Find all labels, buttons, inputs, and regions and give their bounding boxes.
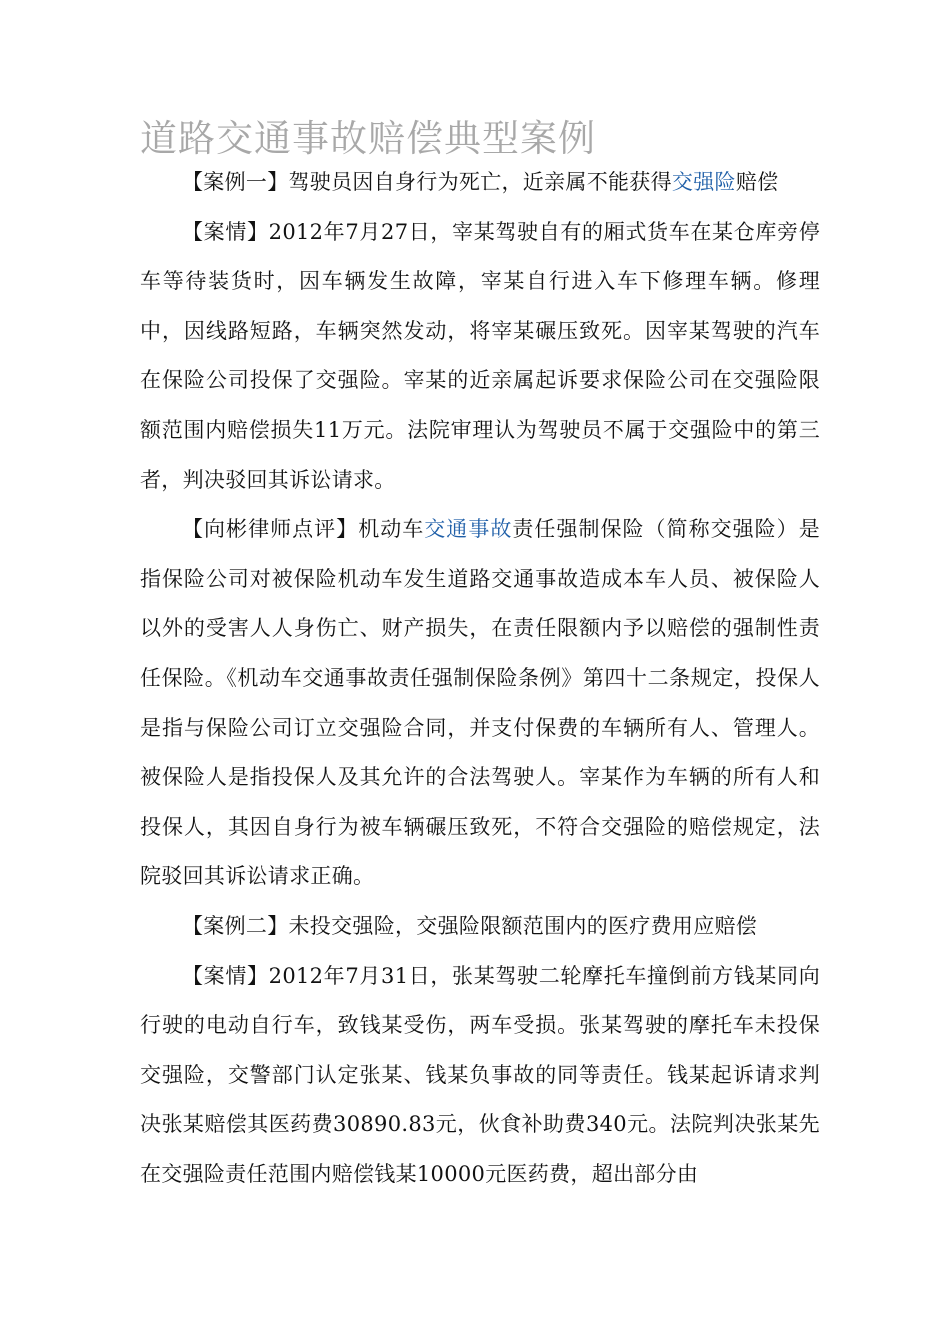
case1-comment — [140, 505, 820, 902]
case1-heading-label: 【案例一】 — [182, 170, 289, 194]
case2-heading — [140, 902, 820, 952]
case1-facts-text: 2012年7月27日，宰某驾驶自有的厢式货车在某仓库旁停车等待装货时，因车辆发生故障，宰某自行进入车下修理车辆。修理中，因线路短路，车辆突然发动，将宰某碾压致死。因宰某驾驶的汽车在保险公司投保了交强险。宰某的近亲属起诉要求保险公司在交强险限额范围内赔偿损失11万元。法院审理认为驾驶员不属于交强险中的第三者，判决驳回其诉讼请求。 — [140, 219, 820, 492]
case1-heading-text: 驾驶员因自身行为死亡，近亲属不能获得 — [288, 170, 672, 194]
case1-comment-link[interactable]: 交通事故 — [424, 517, 513, 542]
case2-facts-label: 【案情】 — [182, 963, 269, 988]
case1-comment-prefix: 机动车 — [358, 517, 425, 542]
case1-comment-label: 【向彬律师点评】 — [182, 517, 359, 542]
case2-heading-text: 未投交强险，交强险限额范围内的医疗费用应赔偿 — [288, 913, 758, 938]
case1-facts-label: 【案情】 — [182, 219, 269, 244]
case1-heading-suffix: 赔偿 — [735, 170, 779, 194]
case2-facts — [140, 952, 820, 1200]
case2-heading-label: 【案例二】 — [182, 913, 289, 938]
case1-heading — [140, 158, 820, 208]
case1-comment-text: 责任强制保险（简称交强险）是指保险公司对被保险机动车发生道路交通事故造成本车人员、被保险人以外的受害人人身伤亡、财产损失，在责任限额内予以赔偿的强制性责任保险。《机动车交通事故责任强制保险条例》第四十二条规定，投保人是指与保险公司订立交强险合同，并支付保费的车辆所有人、管理人。被保险人是指投保人及其允许的合法驾驶人。宰某作为车辆的所有人和投保人，其因自身行为被车辆碾压致死，不符合交强险的赔偿规定，法院驳回其诉讼请求正确。 — [140, 517, 821, 889]
case2-facts-text: 2012年7月31日，张某驾驶二轮摩托车撞倒前方钱某同向行驶的电动自行车，致钱某受伤，两车受损。张某驾驶的摩托车未投保交强险，交警部门认定张某、钱某负事故的同等责任。钱某起诉请求判决张某赔偿其医药费30890.83元，伙食补助费340元。法院判决张某先在交强险责任范围内赔偿钱某10000元医药费，超出部分由 — [140, 963, 820, 1186]
case1-facts — [140, 208, 820, 506]
page-title: 道路交通事故赔偿典型案例 — [140, 117, 596, 160]
document-body — [140, 158, 820, 1199]
case1-heading-link[interactable]: 交强险 — [671, 170, 736, 194]
